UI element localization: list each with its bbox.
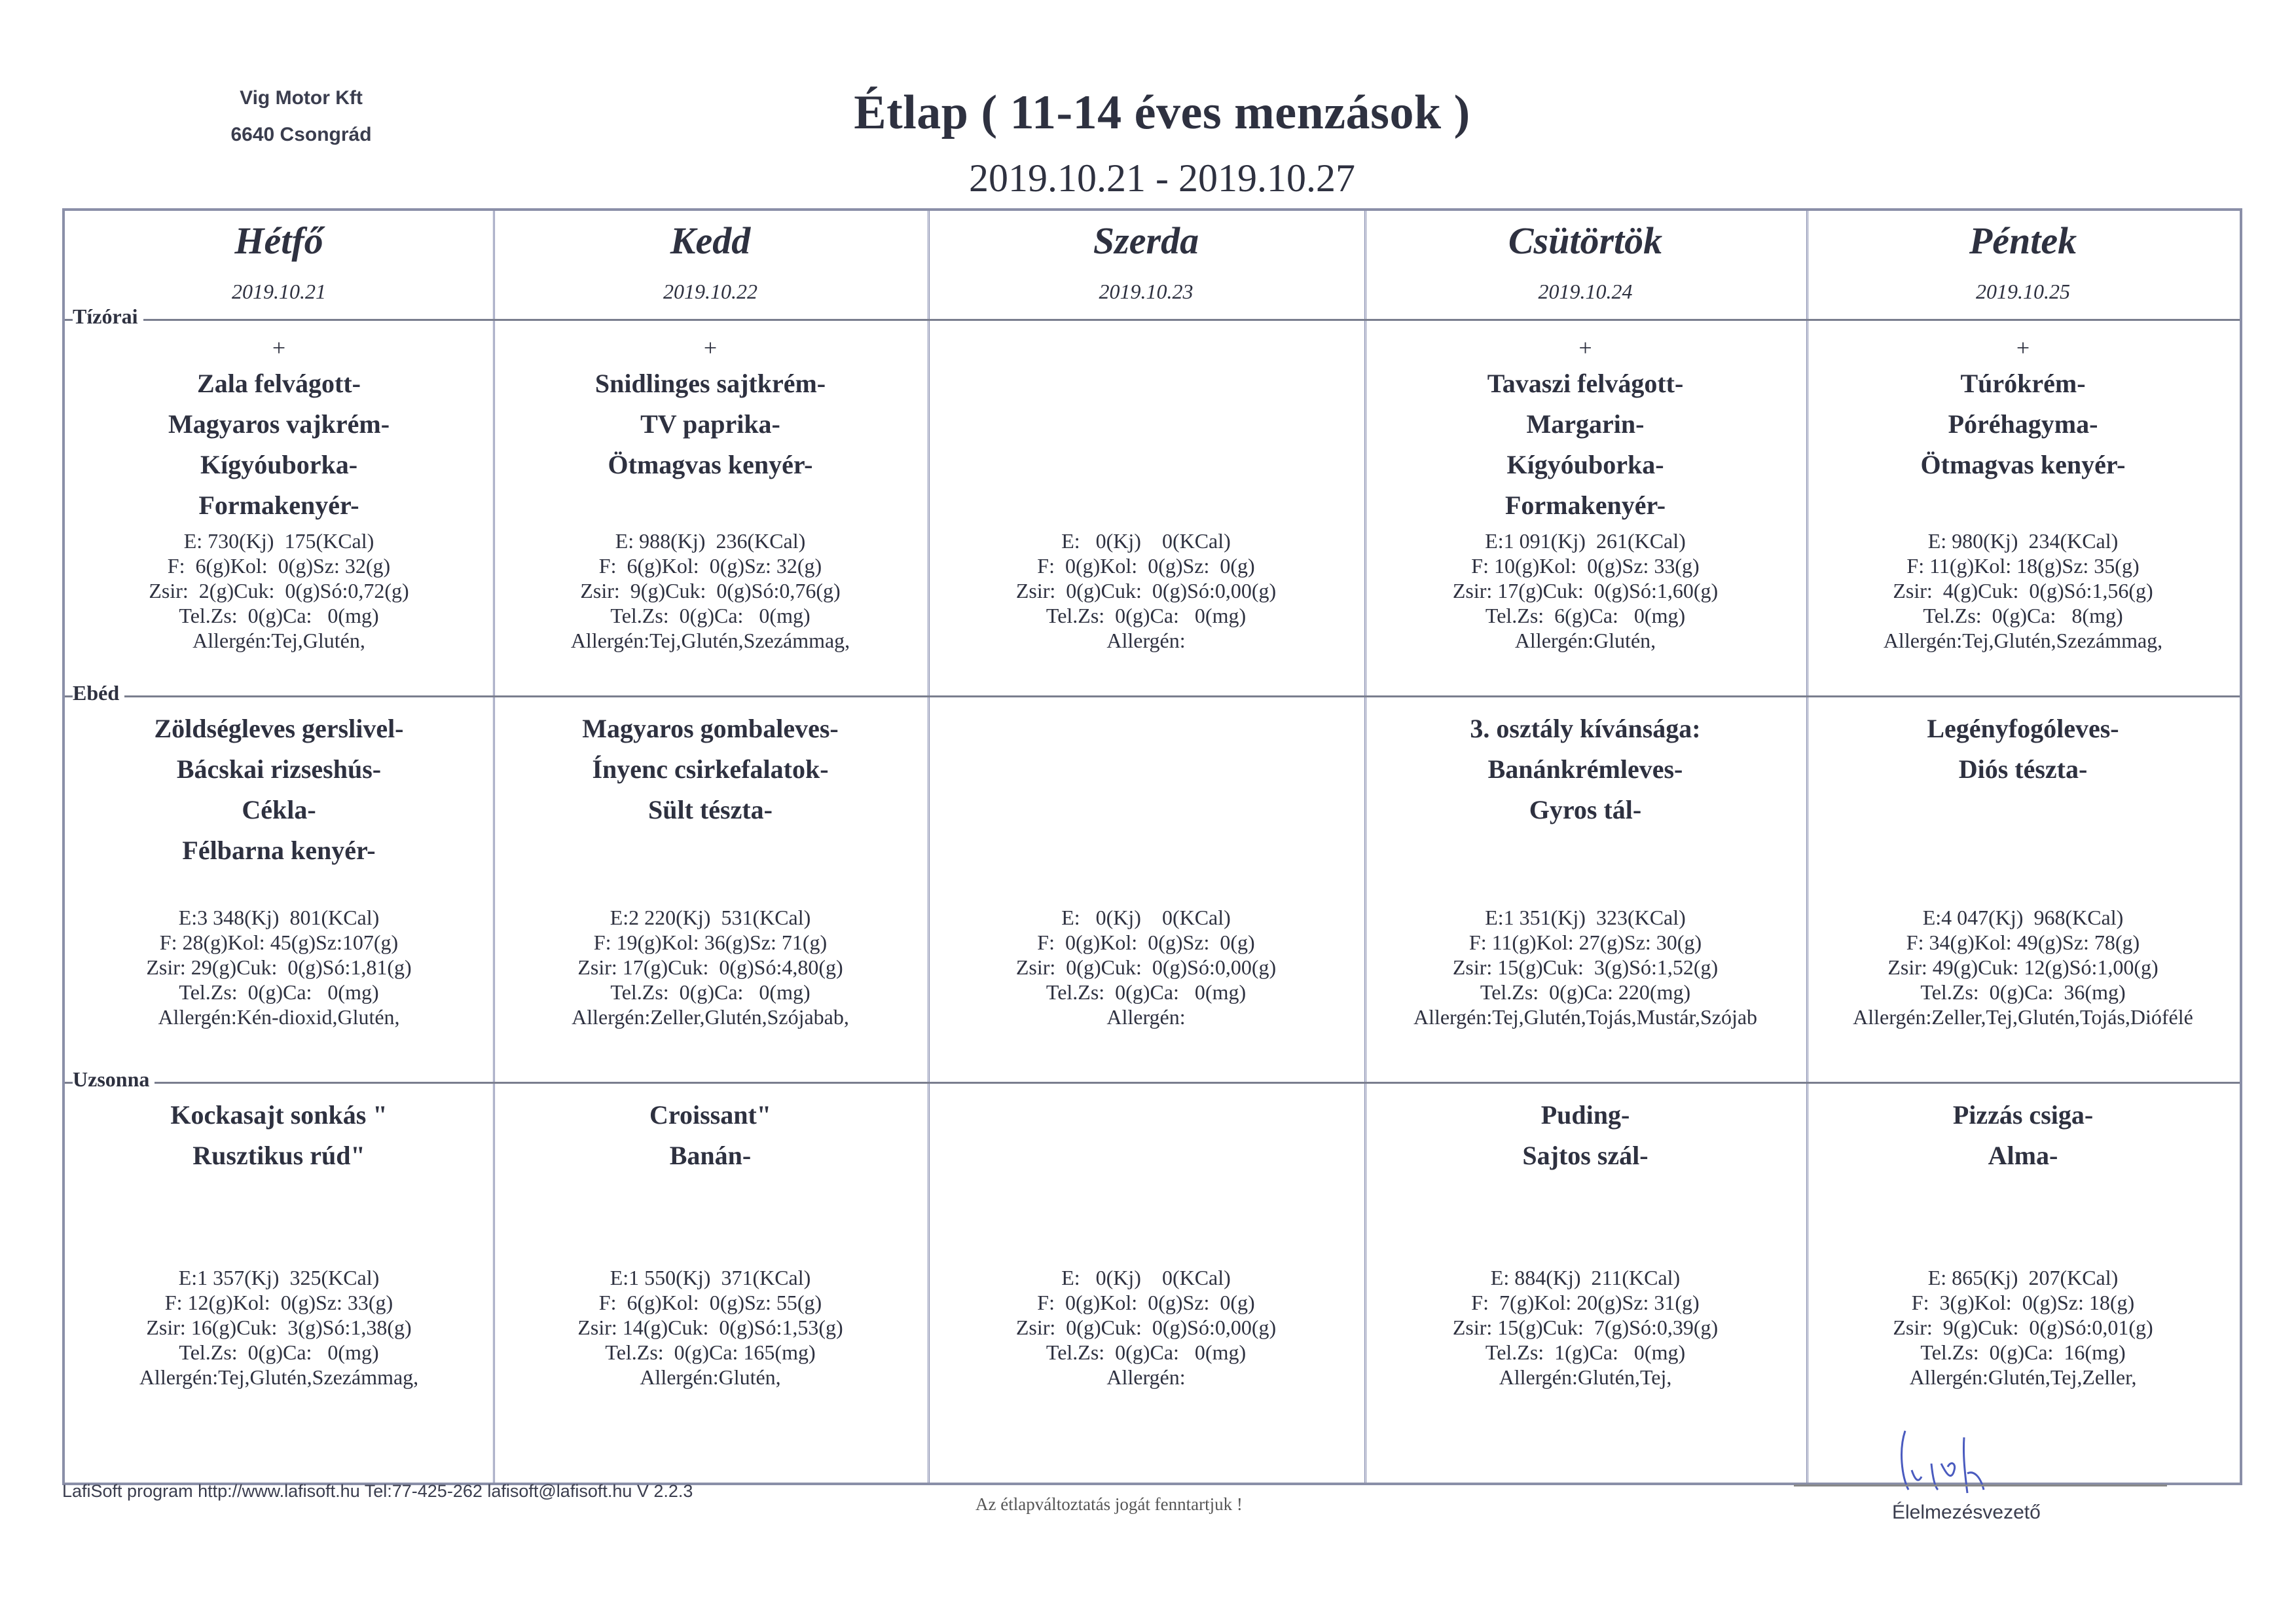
dish-list <box>493 363 928 485</box>
plus-icon: + <box>2016 335 2030 361</box>
nutrition-line: E: 865(Kj) 207(KCal) <box>1927 1266 2119 1289</box>
dish-item: Diós tészta- <box>1958 754 2088 784</box>
menu-cell <box>493 709 928 1082</box>
allergen-line: Allergén:Glutén, <box>1514 629 1656 652</box>
dish-list <box>1806 1095 2240 1176</box>
allergen-line: Allergén:Tej,Glutén,Szezámmag, <box>570 629 850 652</box>
nutrition-line: Tel.Zs: 0(g)Ca: 0(mg) <box>610 980 811 1004</box>
dish-list <box>1806 363 2240 485</box>
nutrition-line: Zsir: 16(g)Cuk: 3(g)Só:1,38(g) <box>146 1316 412 1339</box>
nutrition-line: Zsir: 29(g)Cuk: 0(g)Só:1,81(g) <box>146 955 412 979</box>
dish-item: Zala felvágott- <box>197 369 361 398</box>
allergen-line: Allergén: <box>1106 1365 1186 1389</box>
dish-item: Margarin- <box>1526 409 1645 439</box>
dish-item: Túrókrém- <box>1960 369 2086 398</box>
nutrition-line: Zsir: 9(g)Cuk: 0(g)Só:0,76(g) <box>580 579 841 602</box>
dish-item: Formakenyér- <box>198 490 359 520</box>
nutrition-line: Zsir: 17(g)Cuk: 0(g)Só:1,60(g) <box>1452 579 1719 602</box>
nutrition-info <box>1806 528 2240 653</box>
nutrition-line: F: 10(g)Kol: 0(g)Sz: 33(g) <box>1471 554 1700 578</box>
menu-cell <box>493 332 928 695</box>
signature-line <box>1794 1485 2167 1486</box>
day-date: 2019.10.23 <box>1099 280 1194 303</box>
menu-cell <box>1806 709 2240 1082</box>
dish-item: Kígyóuborka- <box>200 450 358 479</box>
dish-list <box>65 1095 493 1176</box>
nutrition-info <box>1364 905 1806 1029</box>
nutrition-line: Zsir: 0(g)Cuk: 0(g)Só:0,00(g) <box>1015 955 1277 979</box>
dish-list <box>65 363 493 526</box>
plus-icon: + <box>1578 335 1592 361</box>
nutrition-line: F: 0(g)Kol: 0(g)Sz: 0(g) <box>1037 1291 1255 1314</box>
day-header <box>493 211 928 304</box>
nutrition-line: E:3 348(Kj) 801(KCal) <box>178 906 380 929</box>
menu-cell <box>65 1095 493 1483</box>
nutrition-line: F: 7(g)Kol: 20(g)Sz: 31(g) <box>1471 1291 1700 1314</box>
dish-item: Legényfogóleves- <box>1927 714 2119 743</box>
allergen-line: Allergén:Zeller,Tej,Glutén,Tojás,Diófélé <box>1853 1005 2193 1029</box>
nutrition-line: Tel.Zs: 6(g)Ca: 0(mg) <box>1485 604 1686 627</box>
dish-item: Formakenyér- <box>1504 490 1666 520</box>
nutrition-line: Zsir: 17(g)Cuk: 0(g)Só:4,80(g) <box>577 955 843 979</box>
nutrition-line: E: 988(Kj) 236(KCal) <box>615 529 806 553</box>
day-date: 2019.10.22 <box>663 280 757 303</box>
plus-icon: + <box>703 335 718 361</box>
plus-icon: + <box>272 335 286 361</box>
day-date: 2019.10.24 <box>1538 280 1633 303</box>
dish-list <box>65 709 493 871</box>
dish-item: Magyaros vajkrém- <box>168 409 390 439</box>
dish-list <box>1364 363 1806 526</box>
nutrition-line: E: 0(Kj) 0(KCal) <box>1061 906 1231 929</box>
nutrition-info <box>493 905 928 1029</box>
nutrition-info <box>1806 1265 2240 1390</box>
dish-item: Zöldségleves gerslivel- <box>154 714 404 743</box>
nutrition-line: Zsir: 9(g)Cuk: 0(g)Só:0,01(g) <box>1893 1316 2153 1339</box>
nutrition-line: Zsir: 2(g)Cuk: 0(g)Só:0,72(g) <box>149 579 409 602</box>
nutrition-info <box>1364 1265 1806 1390</box>
nutrition-line: F: 3(g)Kol: 0(g)Sz: 18(g) <box>1911 1291 2135 1314</box>
allergen-line: Allergén:Tej,Glutén,Tojás,Mustár,Szójab <box>1413 1005 1758 1029</box>
allergen-line: Allergén:Zeller,Glutén,Szójabab, <box>572 1005 849 1029</box>
nutrition-info <box>65 905 493 1029</box>
nutrition-line: Tel.Zs: 0(g)Ca: 0(mg) <box>610 604 811 627</box>
nutrition-line: Tel.Zs: 0(g)Ca: 16(mg) <box>1920 1340 2126 1364</box>
menu-cell <box>1806 332 2240 695</box>
dish-item: Pizzás csiga- <box>1952 1100 2094 1130</box>
nutrition-line: E: 0(Kj) 0(KCal) <box>1061 1266 1231 1289</box>
allergen-line: Allergén:Glutén,Tej,Zeller, <box>1909 1365 2137 1389</box>
day-name: Csütörtök <box>1508 219 1663 262</box>
nutrition-line: E:4 047(Kj) 968(KCal) <box>1922 906 2124 929</box>
menu-cell <box>1364 1095 1806 1483</box>
nutrition-line: E: 980(Kj) 234(KCal) <box>1927 529 2119 553</box>
dish-item: Gyros tál- <box>1529 795 1642 824</box>
company-address: 6640 Csongrád <box>230 124 372 145</box>
nutrition-info <box>493 1265 928 1390</box>
menu-cell <box>1364 709 1806 1082</box>
meal-label: Uzsonna <box>73 1067 155 1092</box>
dish-item: Tavaszi felvágott- <box>1487 369 1684 398</box>
dish-item: Snidlinges sajtkrém- <box>594 369 826 398</box>
dish-list <box>493 1095 928 1176</box>
menu-cell <box>928 332 1364 695</box>
nutrition-line: E:1 550(Kj) 371(KCal) <box>610 1266 811 1289</box>
row-divider <box>65 319 2240 321</box>
signature-label: Élelmezésvezető <box>1892 1502 2041 1523</box>
signature-icon <box>1886 1424 2049 1503</box>
dish-item: Croissant" <box>649 1100 771 1130</box>
dish-item: Rusztikus rúd" <box>192 1141 365 1170</box>
nutrition-info <box>1364 528 1806 653</box>
nutrition-line: Tel.Zs: 0(g)Ca: 165(mg) <box>605 1340 816 1364</box>
dish-item: Bácskai rizseshús- <box>176 754 382 784</box>
software-credit: LafiSoft program http://www.lafisoft.hu Tel:77-425-262 lafisoft@lafisoft.hu V 2.2.3 <box>62 1481 693 1501</box>
day-date: 2019.10.25 <box>1976 280 2070 303</box>
nutrition-line: Tel.Zs: 0(g)Ca: 8(mg) <box>1923 604 2123 627</box>
allergen-line: Allergén:Glutén,Tej, <box>1499 1365 1672 1389</box>
dish-item: Kockasajt sonkás " <box>170 1100 388 1130</box>
nutrition-line: Tel.Zs: 0(g)Ca: 0(mg) <box>1046 980 1247 1004</box>
page-title: Étlap ( 11-14 éves menzások ) <box>854 86 1470 139</box>
nutrition-line: F: 0(g)Kol: 0(g)Sz: 0(g) <box>1037 931 1255 954</box>
nutrition-info <box>928 905 1364 1029</box>
dish-item: 3. osztály kívánsága: <box>1470 714 1701 743</box>
meal-label: Tízórai <box>73 304 143 329</box>
nutrition-line: E: 0(Kj) 0(KCal) <box>1061 529 1231 553</box>
allergen-line: Allergén: <box>1106 1005 1186 1029</box>
nutrition-line: E:1 357(Kj) 325(KCal) <box>178 1266 380 1289</box>
date-range: 2019.10.21 - 2019.10.27 <box>969 157 1355 200</box>
day-name: Péntek <box>1969 219 2077 262</box>
dish-item: Félbarna kenyér- <box>182 836 376 865</box>
nutrition-line: Zsir: 0(g)Cuk: 0(g)Só:0,00(g) <box>1015 1316 1277 1339</box>
day-header <box>65 211 493 304</box>
nutrition-line: E: 884(Kj) 211(KCal) <box>1490 1266 1681 1289</box>
nutrition-line: Tel.Zs: 0(g)Ca: 36(mg) <box>1920 980 2126 1004</box>
allergen-line: Allergén:Tej,Glutén, <box>192 629 365 652</box>
nutrition-info <box>65 1265 493 1390</box>
nutrition-line: Zsir: 14(g)Cuk: 0(g)Só:1,53(g) <box>577 1316 843 1339</box>
nutrition-info <box>928 528 1364 653</box>
meal-label: Ebéd <box>73 681 124 705</box>
nutrition-line: Zsir: 49(g)Cuk: 12(g)Só:1,00(g) <box>1887 955 2159 979</box>
day-header <box>1364 211 1806 304</box>
dish-item: Kígyóuborka- <box>1506 450 1664 479</box>
dish-item: Ötmagvas kenyér- <box>608 450 813 479</box>
dish-list <box>493 709 928 830</box>
nutrition-line: F: 34(g)Kol: 49(g)Sz: 78(g) <box>1906 931 2140 954</box>
nutrition-line: F: 11(g)Kol: 18(g)Sz: 35(g) <box>1906 554 2140 578</box>
nutrition-line: F: 11(g)Kol: 27(g)Sz: 30(g) <box>1468 931 1702 954</box>
day-date: 2019.10.21 <box>232 280 326 303</box>
nutrition-line: Zsir: 4(g)Cuk: 0(g)Só:1,56(g) <box>1893 579 2153 602</box>
menu-cell <box>65 332 493 695</box>
menu-cell <box>65 709 493 1082</box>
dish-item: TV paprika- <box>640 409 780 439</box>
menu-cell <box>928 1095 1364 1483</box>
disclaimer: Az étlapváltoztatás jogát fenntartjuk ! <box>975 1494 1243 1514</box>
menu-table <box>62 208 2242 1485</box>
day-name: Hétfő <box>234 219 323 262</box>
dish-item: Sajtos szál- <box>1522 1141 1649 1170</box>
nutrition-line: Tel.Zs: 0(g)Ca: 0(mg) <box>179 980 379 1004</box>
nutrition-line: F: 28(g)Kol: 45(g)Sz:107(g) <box>159 931 399 954</box>
nutrition-line: Tel.Zs: 0(g)Ca: 0(mg) <box>179 604 379 627</box>
row-divider <box>65 695 2240 697</box>
nutrition-line: Tel.Zs: 0(g)Ca: 0(mg) <box>1046 1340 1247 1364</box>
nutrition-line: F: 0(g)Kol: 0(g)Sz: 0(g) <box>1037 554 1255 578</box>
dish-item: Banánkrémleves- <box>1487 754 1683 784</box>
allergen-line: Allergén: <box>1106 629 1186 652</box>
day-name: Kedd <box>670 219 751 262</box>
dish-item: Magyaros gombaleves- <box>582 714 839 743</box>
nutrition-line: Tel.Zs: 0(g)Ca: 0(mg) <box>1046 604 1247 627</box>
dish-list <box>1806 709 2240 790</box>
nutrition-info <box>928 1265 1364 1390</box>
nutrition-line: Zsir: 0(g)Cuk: 0(g)Só:0,00(g) <box>1015 579 1277 602</box>
dish-item: Cékla- <box>242 795 316 824</box>
dish-item: Banán- <box>669 1141 752 1170</box>
day-header <box>1806 211 2240 304</box>
allergen-line: Allergén:Glutén, <box>640 1365 781 1389</box>
dish-item: Sült tészta- <box>648 795 773 824</box>
nutrition-line: F: 6(g)Kol: 0(g)Sz: 32(g) <box>598 554 822 578</box>
dish-item: Puding- <box>1540 1100 1630 1130</box>
nutrition-line: F: 19(g)Kol: 36(g)Sz: 71(g) <box>593 931 828 954</box>
menu-cell <box>1364 332 1806 695</box>
nutrition-line: E:1 351(Kj) 323(KCal) <box>1485 906 1686 929</box>
nutrition-line: F: 6(g)Kol: 0(g)Sz: 32(g) <box>167 554 391 578</box>
nutrition-line: E: 730(Kj) 175(KCal) <box>183 529 374 553</box>
dish-item: Ínyenc csirkefalatok- <box>592 754 829 784</box>
nutrition-info <box>65 528 493 653</box>
company-info <box>190 80 412 153</box>
nutrition-line: Zsir: 15(g)Cuk: 7(g)Só:0,39(g) <box>1452 1316 1719 1339</box>
nutrition-line: Tel.Zs: 0(g)Ca: 0(mg) <box>179 1340 379 1364</box>
dish-list <box>1364 709 1806 830</box>
menu-cell <box>928 709 1364 1082</box>
nutrition-line: Tel.Zs: 1(g)Ca: 0(mg) <box>1485 1340 1686 1364</box>
nutrition-line: E:1 091(Kj) 261(KCal) <box>1485 529 1686 553</box>
allergen-line: Allergén:Tej,Glutén,Szezámmag, <box>139 1365 419 1389</box>
dish-list <box>1364 1095 1806 1176</box>
nutrition-line: F: 12(g)Kol: 0(g)Sz: 33(g) <box>164 1291 393 1314</box>
nutrition-line: E:2 220(Kj) 531(KCal) <box>610 906 811 929</box>
menu-cell <box>493 1095 928 1483</box>
nutrition-line: Zsir: 15(g)Cuk: 3(g)Só:1,52(g) <box>1452 955 1719 979</box>
dish-item: Póréhagyma- <box>1948 409 2098 439</box>
allergen-line: Allergén:Tej,Glutén,Szezámmag, <box>1883 629 2163 652</box>
day-name: Szerda <box>1093 219 1199 262</box>
nutrition-info <box>493 528 928 653</box>
day-header <box>928 211 1364 304</box>
company-name: Vig Motor Kft <box>240 87 363 109</box>
row-divider <box>65 1082 2240 1084</box>
nutrition-line: Tel.Zs: 0(g)Ca: 220(mg) <box>1480 980 1691 1004</box>
dish-item: Ötmagvas kenyér- <box>1920 450 2126 479</box>
allergen-line: Allergén:Kén-dioxid,Glutén, <box>158 1005 400 1029</box>
dish-item: Alma- <box>1988 1141 2058 1170</box>
nutrition-info <box>1806 905 2240 1029</box>
nutrition-line: F: 6(g)Kol: 0(g)Sz: 55(g) <box>598 1291 822 1314</box>
